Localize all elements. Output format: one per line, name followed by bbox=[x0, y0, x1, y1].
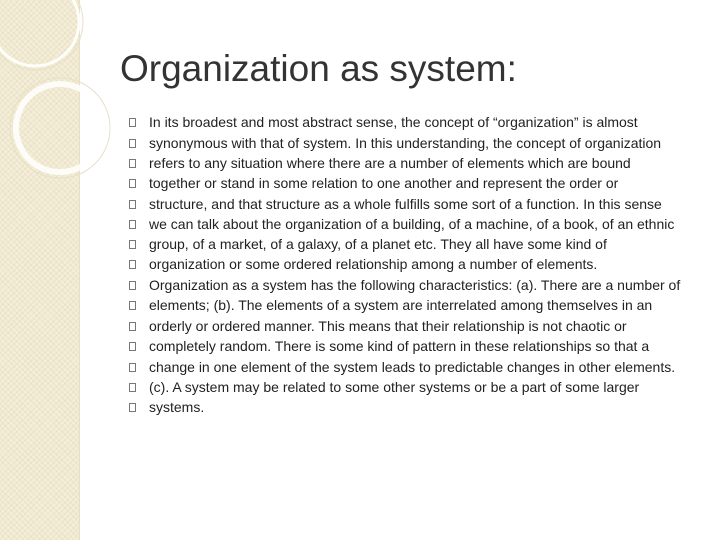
bullet-item bbox=[129, 380, 694, 394]
bullet-text: orderly or ordered manner. This means that their relationship is not chaotic or bbox=[149, 317, 627, 334]
slide-title: Organization as system: bbox=[120, 48, 517, 89]
bullet-list bbox=[129, 115, 694, 421]
bullet-text: systems. bbox=[149, 399, 205, 416]
bullet-text: group, of a market, of a galaxy, of a planet etc. They all have some kind of bbox=[149, 235, 607, 252]
bullet-box-icon bbox=[129, 139, 136, 148]
bullet-text: elements; (b). The elements of a system are interrelated among themselves in an bbox=[149, 296, 653, 313]
bullet-box-icon bbox=[129, 200, 136, 209]
bullet-box-icon bbox=[129, 363, 136, 372]
bullet-item bbox=[129, 176, 694, 190]
bullet-item bbox=[129, 400, 694, 414]
bullet-text: structure, and that structure as a whole fulfills some sort of a function. In this sense bbox=[149, 195, 662, 212]
bullet-text: change in one element of the system leads to predictable changes in other elements. bbox=[149, 358, 676, 375]
bullet-text: Organization as a system has the following characteristics: (a). There are a number of bbox=[149, 276, 681, 293]
bullet-item bbox=[129, 136, 694, 150]
bullet-item bbox=[129, 257, 694, 271]
bullet-box-icon bbox=[129, 383, 136, 392]
bullet-box-icon bbox=[129, 118, 136, 127]
bullet-box-icon bbox=[129, 403, 136, 412]
bullet-box-icon bbox=[129, 220, 136, 229]
bullet-text: together or stand in some relation to one another and represent the order or bbox=[149, 175, 619, 192]
bullet-text: we can talk about the organization of a building, of a machine, of a book, of an ethnic bbox=[149, 215, 675, 232]
bullet-item bbox=[129, 278, 694, 292]
bullet-item bbox=[129, 298, 694, 312]
bullet-text: completely random. There is some kind of pattern in these relationships so that a bbox=[149, 338, 650, 355]
bullet-box-icon bbox=[129, 260, 136, 269]
bullet-box-icon bbox=[129, 179, 136, 188]
bullet-item bbox=[129, 319, 694, 333]
bullet-box-icon bbox=[129, 322, 136, 331]
bullet-box-icon bbox=[129, 301, 136, 310]
bullet-text: refers to any situation where there are a number of elements which are bound bbox=[149, 154, 631, 171]
bullet-item bbox=[129, 339, 694, 353]
bullet-box-icon bbox=[129, 240, 136, 249]
bullet-item bbox=[129, 237, 694, 251]
bullet-text: (c). A system may be related to some other systems or be a part of some larger bbox=[149, 378, 640, 395]
bullet-item bbox=[129, 115, 694, 129]
bullet-item bbox=[129, 217, 694, 231]
bullet-item bbox=[129, 156, 694, 170]
decorative-circles bbox=[0, 0, 140, 200]
bullet-text: organization or some ordered relationship among a number of elements. bbox=[149, 256, 598, 273]
bullet-text: In its broadest and most abstract sense, the concept of “organization” is almost bbox=[149, 114, 638, 130]
bullet-box-icon bbox=[129, 281, 136, 290]
bullet-box-icon bbox=[129, 342, 136, 351]
bullet-item bbox=[129, 197, 694, 211]
bullet-text: synonymous with that of system. In this understanding, the concept of organization bbox=[149, 134, 662, 151]
bullet-item bbox=[129, 360, 694, 374]
bullet-box-icon bbox=[129, 159, 136, 168]
